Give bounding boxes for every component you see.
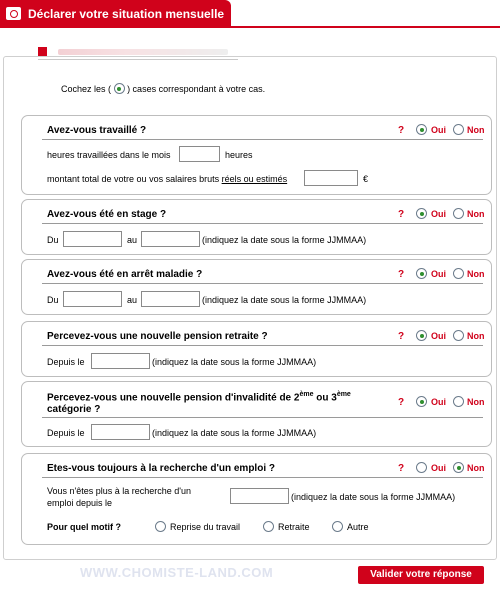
question-label: Avez-vous travaillé ?: [47, 125, 147, 136]
radio-yes[interactable]: [416, 462, 427, 473]
question-retirement-pension: [21, 321, 492, 377]
help-icon[interactable]: ?: [398, 331, 405, 342]
radio-yes[interactable]: [416, 396, 427, 407]
question-label: Percevez-vous une nouvelle pension retraite ?: [47, 331, 268, 342]
submit-button[interactable]: Valider votre réponse: [358, 566, 484, 584]
no-longer-label-line2: emploi depuis le: [47, 498, 113, 508]
radio-yes[interactable]: [416, 124, 427, 135]
hours-input[interactable]: [179, 146, 220, 162]
to-date-input[interactable]: [141, 231, 200, 247]
page-title: Déclarer votre situation mensuelle: [28, 7, 225, 21]
header-tab: [0, 0, 231, 28]
radio-no-label: Non: [467, 397, 485, 407]
question-label: Avez-vous été en arrêt maladie ?: [47, 269, 203, 280]
radio-motif-retirement[interactable]: [263, 521, 274, 532]
radio-no[interactable]: [453, 208, 464, 219]
redacted-name: [58, 49, 228, 55]
form-icon: [6, 7, 21, 20]
currency-unit: €: [363, 174, 369, 184]
since-label: Depuis le: [47, 357, 85, 367]
radio-motif-work[interactable]: [155, 521, 166, 532]
radio-no-label: Non: [467, 463, 485, 473]
from-label: Du: [47, 235, 59, 245]
radio-yes[interactable]: [416, 330, 427, 341]
since-date-input[interactable]: [230, 488, 289, 504]
date-hint: (indiquez la date sous la forme JJMMAA): [202, 295, 367, 305]
radio-yes-label: Oui: [431, 463, 446, 473]
motif-work-label: Reprise du travail: [170, 522, 241, 532]
question-internship: [21, 199, 492, 255]
help-icon[interactable]: ?: [398, 269, 405, 280]
instruction-text: Cochez les ( ) cases correspondant à votre cas.: [61, 84, 266, 94]
question-worked: [21, 115, 492, 195]
motif-other-label: Autre: [347, 522, 369, 532]
hours-unit: heures: [225, 150, 253, 160]
from-label: Du: [47, 295, 59, 305]
question-label: Avez-vous été en stage ?: [47, 209, 167, 220]
question-disability-pension: [21, 381, 492, 447]
red-square-icon: [38, 47, 47, 56]
date-hint: (indiquez la date sous la forme JJMMAA): [291, 492, 456, 502]
radio-no-label: Non: [467, 331, 485, 341]
radio-no[interactable]: [453, 268, 464, 279]
radio-no-label: Non: [467, 269, 485, 279]
separator: [42, 139, 483, 140]
radio-no[interactable]: [453, 330, 464, 341]
date-hint: (indiquez la date sous la forme JJMMAA): [152, 428, 317, 438]
radio-no[interactable]: [453, 396, 464, 407]
hours-label: heures travaillées dans le mois: [47, 150, 171, 160]
to-label: au: [127, 295, 138, 305]
real-or-estimated-link[interactable]: réels ou estimés: [221, 174, 288, 184]
amount-input[interactable]: [304, 170, 358, 186]
help-icon[interactable]: ?: [398, 209, 405, 220]
motif-label: Pour quel motif ?: [47, 522, 121, 532]
radio-yes[interactable]: [416, 268, 427, 279]
watermark: WWW.CHOMISTE-LAND.COM: [80, 565, 274, 580]
since-date-input[interactable]: [91, 424, 150, 440]
example-radio-icon: [114, 83, 125, 94]
help-icon[interactable]: ?: [398, 463, 405, 474]
radio-yes-label: Oui: [431, 397, 446, 407]
help-icon[interactable]: ?: [398, 125, 405, 136]
question-job-search: [21, 453, 492, 545]
header-bar: [0, 0, 500, 28]
separator: [42, 283, 483, 284]
from-date-input[interactable]: [63, 231, 122, 247]
question-label-line2: catégorie ?: [47, 404, 101, 415]
radio-no[interactable]: [453, 124, 464, 135]
question-label: Etes-vous toujours à la recherche d'un emploi ?: [47, 463, 275, 474]
help-icon[interactable]: ?: [398, 397, 405, 408]
question-label: Percevez-vous une nouvelle pension d'invalidité de 2ème ou 3ème: [47, 391, 351, 404]
separator: [42, 477, 483, 478]
to-label: au: [127, 235, 138, 245]
radio-no-label: Non: [467, 209, 485, 219]
separator: [42, 345, 483, 346]
radio-yes-label: Oui: [431, 269, 446, 279]
radio-yes-label: Oui: [431, 331, 446, 341]
to-date-input[interactable]: [141, 291, 200, 307]
date-hint: (indiquez la date sous la forme JJMMAA): [152, 357, 317, 367]
separator: [42, 223, 483, 224]
radio-no[interactable]: [453, 462, 464, 473]
since-date-input[interactable]: [91, 353, 150, 369]
radio-yes[interactable]: [416, 208, 427, 219]
radio-yes-label: Oui: [431, 125, 446, 135]
date-hint: (indiquez la date sous la forme JJMMAA): [202, 235, 367, 245]
from-date-input[interactable]: [63, 291, 122, 307]
separator: [42, 417, 483, 418]
radio-motif-other[interactable]: [332, 521, 343, 532]
radio-yes-label: Oui: [431, 209, 446, 219]
no-longer-label: Vous n'êtes plus à la recherche d'un: [47, 486, 192, 496]
question-sick-leave: [21, 259, 492, 315]
radio-no-label: Non: [467, 125, 485, 135]
motif-retirement-label: Retraite: [278, 522, 310, 532]
since-label: Depuis le: [47, 428, 85, 438]
amount-label: montant total de votre ou vos salaires bruts réels ou estimés: [47, 174, 288, 184]
